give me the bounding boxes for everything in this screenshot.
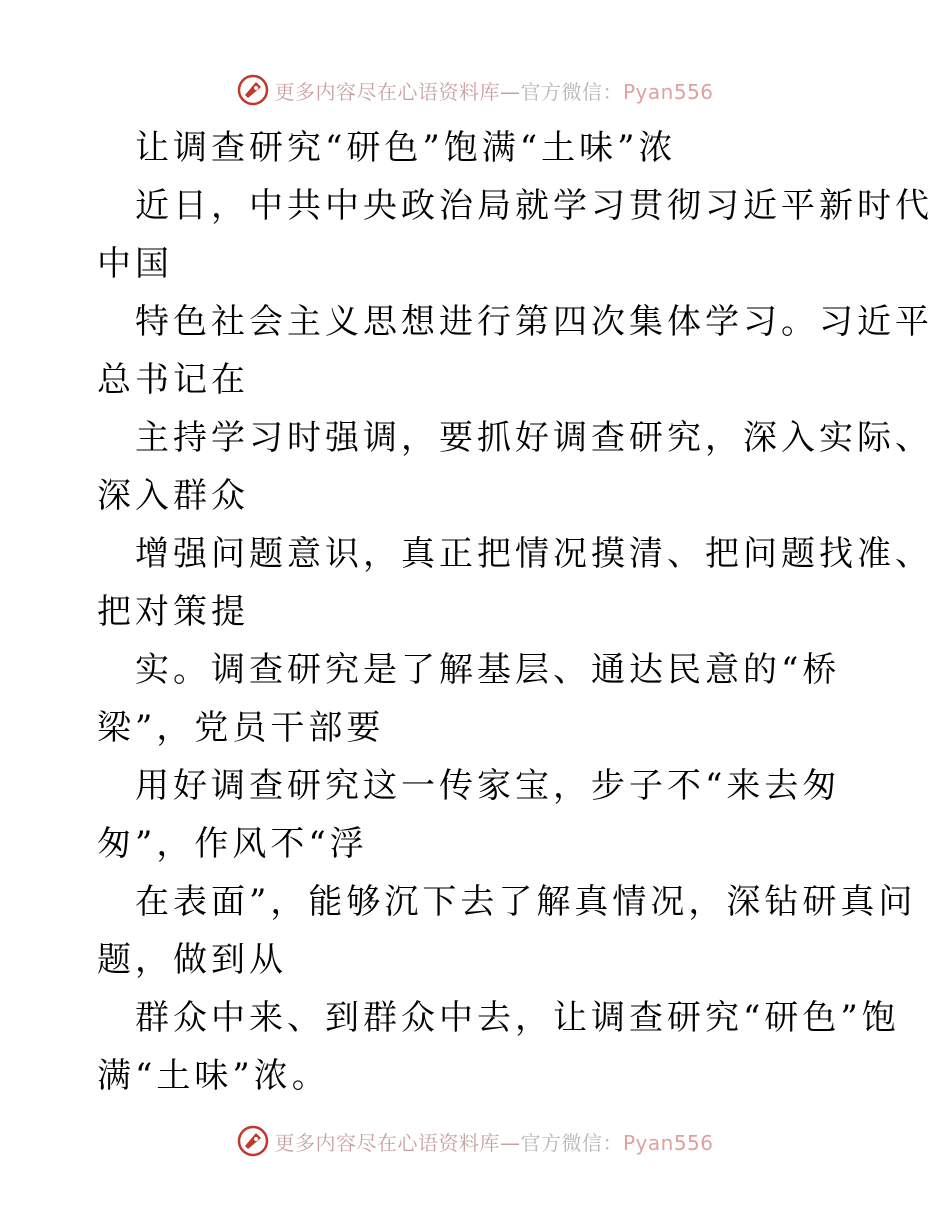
doc-line: 用好调查研究这一传家宝，步子不“来去匆 bbox=[135, 766, 841, 806]
doc-line: 特色社会主义思想进行第四次集体学习。习近平 bbox=[135, 302, 933, 342]
watermark-main: 更多内容尽在心语资料库— bbox=[274, 1130, 521, 1155]
doc-line: 实。调查研究是了解基层、通达民意的“桥 bbox=[135, 650, 841, 690]
doc-line: 题，做到从 bbox=[97, 940, 287, 980]
watermark-text bbox=[274, 76, 713, 105]
doc-line: 中国 bbox=[97, 244, 173, 284]
doc-line: 梁”，党员干部要 bbox=[97, 708, 385, 748]
doc-line: 把对策提 bbox=[97, 592, 249, 632]
doc-line: 主持学习时强调，要抓好调查研究，深入实际、 bbox=[135, 418, 933, 458]
doc-line: 增强问题意识，真正把情况摸清、把问题找准、 bbox=[135, 534, 933, 574]
doc-title: 让调查研究“研色”饱满“土味”浓 bbox=[135, 128, 677, 168]
doc-line: 深入群众 bbox=[97, 476, 249, 516]
pen-nib-logo-icon bbox=[236, 73, 270, 107]
watermark-wechat-label: 官方微信： bbox=[520, 1130, 623, 1155]
watermark-text bbox=[274, 1127, 713, 1156]
doc-line: 群众中来、到群众中去，让调查研究“研色”饱 bbox=[135, 998, 900, 1038]
watermark-main: 更多内容尽在心语资料库— bbox=[274, 79, 521, 104]
pen-nib-logo-icon bbox=[236, 1124, 270, 1158]
watermark-wechat-id: Pyan556 bbox=[622, 1130, 714, 1155]
doc-line: 匆”，作风不“浮 bbox=[97, 824, 368, 864]
doc-line: 近日，中共中央政治局就学习贯彻习近平新时代 bbox=[135, 186, 933, 226]
header-watermark-banner bbox=[0, 70, 950, 110]
doc-line: 在表面”，能够沉下去了解真情况，深钻研真问 bbox=[135, 882, 917, 922]
doc-line: 满“土味”浓。 bbox=[97, 1056, 330, 1096]
watermark-wechat-label: 官方微信： bbox=[520, 79, 623, 104]
footer-watermark-banner bbox=[0, 1121, 950, 1161]
doc-line: 总书记在 bbox=[97, 360, 249, 400]
watermark-wechat-id: Pyan556 bbox=[622, 79, 714, 104]
